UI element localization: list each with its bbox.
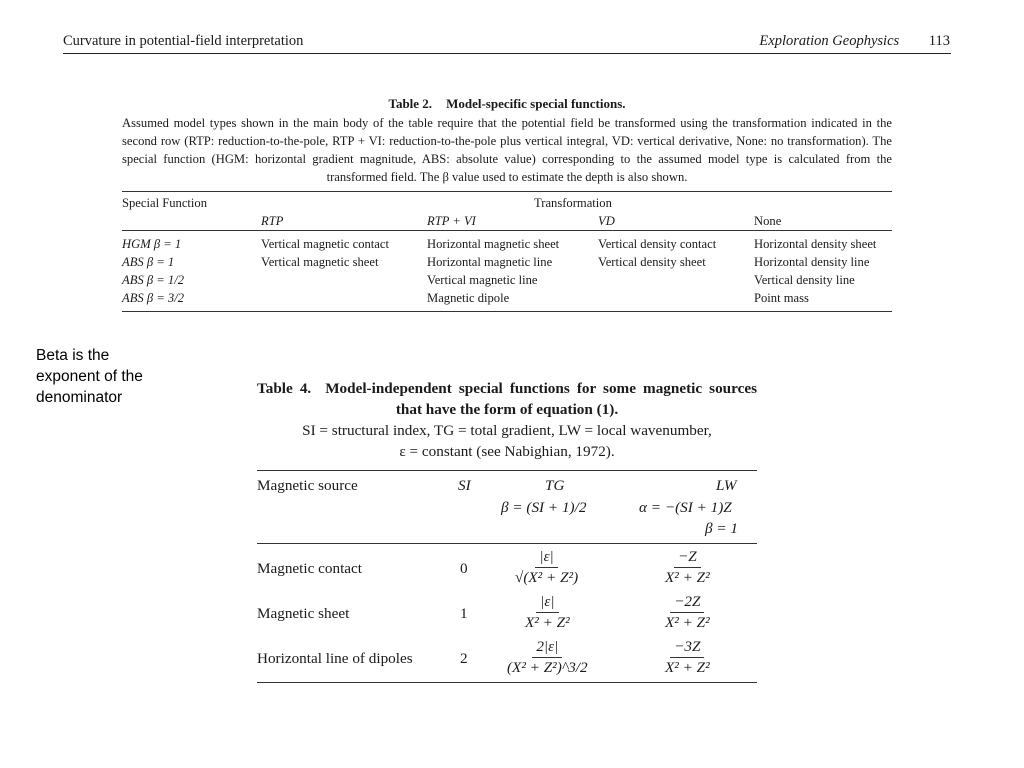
table-4-col-source: Magnetic source: [257, 477, 358, 494]
table-row: [257, 636, 757, 682]
table-2-header: [122, 192, 892, 228]
table-row: [257, 546, 757, 592]
table-2-cell: Point mass: [754, 291, 809, 305]
table-2-cell: Vertical density sheet: [598, 255, 706, 269]
running-header-title: Curvature in potential-field interpretation: [63, 33, 304, 49]
table-4-cell-si: 1: [460, 605, 468, 622]
table-4-bottom-rule: [257, 682, 757, 683]
fraction-denominator: X² + Z²: [665, 614, 710, 631]
table-4-cell-source: Horizontal line of dipoles: [257, 650, 413, 667]
table-2-cell: Vertical density contact: [598, 237, 717, 251]
table-row: [257, 591, 757, 637]
table-4-cell-source: Magnetic sheet: [257, 605, 350, 622]
table-2-cell-func: ABS β = 3/2: [122, 291, 184, 305]
table-2: [122, 96, 892, 312]
table-4-cell-source: Magnetic contact: [257, 560, 362, 577]
table-2-cell: Vertical density line: [754, 273, 855, 287]
table-4-col-si: SI: [458, 477, 471, 494]
fraction-numerator: −2Z: [670, 593, 704, 613]
fraction-numerator: −3Z: [670, 638, 704, 658]
table-row: [122, 273, 892, 291]
table-2-cell: Horizontal magnetic sheet: [427, 237, 560, 251]
table-4-number: Table 4.: [257, 380, 312, 397]
running-header-right: [759, 33, 950, 50]
table-2-col-transformation: Transformation: [534, 196, 612, 210]
fraction-numerator: |ε|: [535, 548, 557, 568]
table-2-cell: Horizontal magnetic line: [427, 255, 553, 269]
table-4-title: [257, 378, 757, 420]
table-2-title-text: Model-specific special functions.: [446, 96, 626, 111]
table-2-cell: Horizontal density sheet: [754, 237, 877, 251]
fraction-denominator: X² + Z²: [525, 614, 570, 631]
table-4-cell-si: 0: [460, 560, 468, 577]
fraction-numerator: |ε|: [536, 593, 558, 613]
table-4-cell-lw: [665, 638, 710, 677]
table-row: [122, 237, 892, 255]
table-row: [122, 255, 892, 273]
table-row: [122, 291, 892, 309]
table-4-col-lw-sub-alpha: α = −(SI + 1)Z: [639, 499, 732, 516]
fraction-numerator: 2|ε|: [532, 638, 562, 658]
fraction-denominator: X² + Z²: [665, 569, 710, 586]
table-4-cell-tg: [525, 593, 570, 632]
table-2-transform-rtp-vi: RTP + VI: [427, 214, 476, 228]
table-4-cell-lw: [665, 593, 710, 632]
table-4-title-text: Model-independent special functions for some magnetic sources that have the form of equation (1).: [325, 380, 757, 418]
table-2-cell: Vertical magnetic sheet: [261, 255, 379, 269]
fraction-denominator: (X² + Z²)^3/2: [507, 659, 588, 676]
table-4-cell-tg: [515, 548, 578, 587]
table-2-cell: Vertical magnetic contact: [261, 237, 389, 251]
table-2-caption: Assumed model types shown in the main body of the table require that the potential field be transformed using the transformation indicated in the second row (RTP: reduction-to-the-pole, RTP + VI: reduction-to-the-pole plus vertical integral, VD: vertical derivative, None: no transformation). The special function (HGM: horizontal gradient magnitude, ABS: absolute value) corresponding to the assumed model type is calculated from the transformed field. The β value used to estimate the depth is also shown.: [122, 116, 892, 184]
table-2-cell-func: HGM β = 1: [122, 237, 182, 251]
page-number: 113: [928, 33, 950, 49]
table-4-cell-tg: [507, 638, 588, 677]
annotation-note: Beta is the exponent of the denominator: [36, 347, 143, 406]
table-2-bottom-rule: [122, 311, 892, 312]
table-2-cell-func: ABS β = 1: [122, 255, 175, 269]
table-4-col-lw: LW: [716, 477, 737, 494]
table-4-cell-lw: [665, 548, 710, 587]
table-2-cell: Horizontal density line: [754, 255, 870, 269]
table-2-cell: Magnetic dipole: [427, 291, 510, 305]
table-4-col-tg-sub: β = (SI + 1)/2: [501, 499, 587, 516]
table-4-col-lw-sub-beta: β = 1: [705, 520, 739, 537]
table-2-cell-func: ABS β = 1/2: [122, 273, 184, 287]
fraction-numerator: −Z: [674, 548, 701, 568]
header-rule: [63, 53, 951, 54]
journal-name: Exploration Geophysics: [759, 33, 900, 49]
table-4: [257, 378, 757, 683]
table-2-title: [122, 96, 892, 113]
table-4-col-tg: TG: [545, 477, 565, 494]
fraction-denominator: √(X² + Z²): [515, 569, 579, 586]
table-2-col-special-function: Special Function: [122, 196, 207, 210]
table-4-caption-line-2: ε = constant (see Nabighian, 1972).: [399, 443, 615, 460]
table-2-body: [122, 231, 892, 311]
fraction-denominator: X² + Z²: [665, 659, 710, 676]
table-2-transform-rtp: RTP: [261, 214, 284, 228]
table-4-header: [257, 471, 757, 543]
table-2-transform-none: None: [754, 214, 782, 228]
table-2-transform-vd: VD: [598, 214, 615, 228]
table-4-caption-line-1: SI = structural index, TG = total gradient, LW = local wavenumber,: [302, 422, 712, 439]
table-4-cell-si: 2: [460, 650, 468, 667]
table-2-number: Table 2.: [388, 96, 433, 111]
table-4-body: [257, 544, 757, 682]
table-2-cell: Vertical magnetic line: [427, 273, 538, 287]
